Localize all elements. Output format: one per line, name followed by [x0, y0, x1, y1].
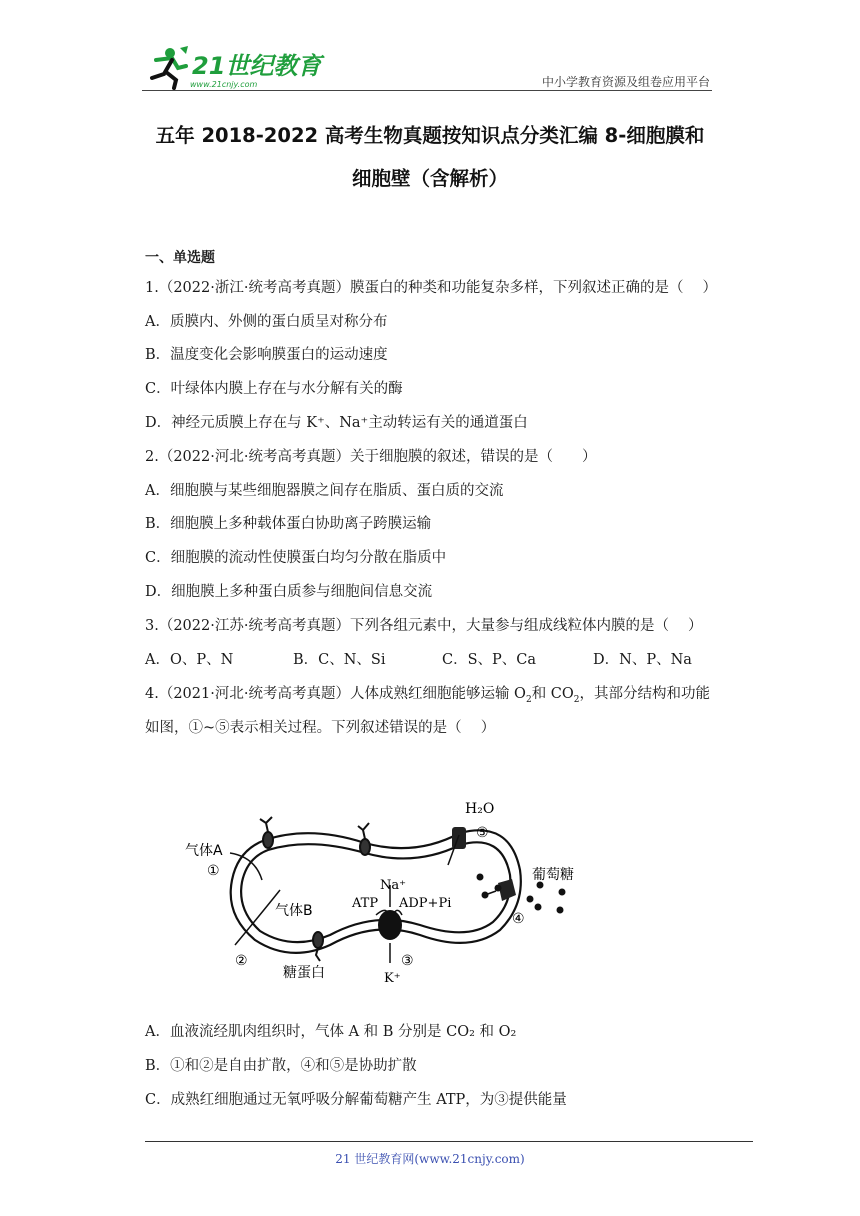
sodium-potassium-pump-icon	[378, 910, 402, 940]
sodium-label: Na⁺	[380, 878, 406, 893]
page-title-line1: 五年 2018-2022 高考生物真题按知识点分类汇编 8-细胞膜和	[155, 124, 705, 147]
q3-stem: 3.（2022·江苏·统考高考真题）下列各组元素中，大量参与组成线粒体内膜的是（ ）	[145, 618, 703, 634]
step-4-label: ④	[512, 911, 525, 927]
footer-divider	[145, 1141, 753, 1142]
water-channel-icon	[452, 827, 466, 849]
q4-co2-subscript: 2	[573, 694, 580, 705]
h2o-label: H₂O	[465, 801, 495, 817]
q1-stem: 1.（2022·浙江·统考高考真题）膜蛋白的种类和功能复杂多样，下列叙述正确的是（ ）	[145, 280, 718, 296]
site-logo	[142, 44, 322, 90]
cell-membrane-figure	[180, 795, 590, 995]
logo-text: 21世纪教育	[192, 52, 322, 80]
q4-stem-line1	[145, 682, 710, 705]
step-2-label: ②	[235, 953, 248, 969]
q1-option-c: C．叶绿体内膜上存在与水分解有关的酶	[145, 381, 403, 397]
glucose-label: 葡萄糖	[532, 867, 574, 883]
q2-option-b: B．细胞膜上多种载体蛋白协助离子跨膜运输	[145, 516, 432, 532]
q4-stem-part-b: 和 CO	[531, 686, 574, 702]
q1-option-b: B．温度变化会影响膜蛋白的运动速度	[145, 347, 388, 363]
q4-stem-line2: 如图，①~⑤表示相关过程。下列叙述错误的是（ ）	[145, 720, 496, 736]
q4-o2-subscript: 2	[525, 694, 532, 705]
glycoprotein-label: 糖蛋白	[283, 965, 325, 981]
q4-option-b: B．①和②是自由扩散，④和⑤是协助扩散	[145, 1058, 417, 1074]
q3-option-a: A．O、P、N	[145, 652, 234, 668]
q4-stem-part-a: 4.（2021·河北·统考高考真题）人体成熟红细胞能够运输 O	[145, 686, 526, 702]
gas-a-label: 气体A	[185, 843, 223, 859]
q3-option-d: D．N、P、Na	[593, 652, 692, 668]
q2-option-a: A．细胞膜与某些细胞器膜之间存在脂质、蛋白质的交流	[145, 483, 504, 499]
q2-option-d: D．细胞膜上多种蛋白质参与细胞间信息交流	[145, 584, 433, 600]
step-1-label: ①	[207, 863, 220, 879]
q3-option-c: C．S、P、Ca	[442, 652, 537, 668]
q4-option-c: C．成熟红细胞通过无氧呼吸分解葡萄糖产生 ATP，为③提供能量	[145, 1092, 567, 1108]
q2-stem: 2.（2022·河北·统考高考真题）关于细胞膜的叙述，错误的是（ ）	[145, 449, 597, 465]
q3-options-row	[145, 648, 745, 668]
q3-option-b: B．C、N、Si	[293, 652, 386, 668]
q4-option-a: A．血液流经肌肉组织时，气体 A 和 B 分别是 CO₂ 和 O₂	[145, 1024, 517, 1040]
q1-option-d: D．神经元质膜上存在与 K⁺、Na⁺主动转运有关的通道蛋白	[145, 415, 528, 431]
platform-label: 中小学教育资源及组卷应用平台	[541, 75, 710, 89]
section-heading: 一、单选题	[145, 250, 215, 266]
header-divider	[142, 90, 712, 91]
potassium-label: K⁺	[384, 971, 401, 986]
q4-stem-part-c: ，其部分结构和功能	[579, 686, 711, 702]
q1-option-a: A．质膜内、外侧的蛋白质呈对称分布	[145, 314, 388, 330]
logo-url: www.21cnjy.com	[190, 80, 258, 89]
footer-link[interactable]: 21 世纪教育网(www.21cnjy.com)	[335, 1152, 525, 1166]
step-3-label: ③	[401, 953, 414, 969]
adp-pi-label: ADP+Pi	[399, 896, 452, 911]
gas-b-label: 气体B	[275, 903, 313, 919]
runner-logo-icon	[142, 44, 322, 90]
red-blood-cell-diagram	[180, 795, 590, 995]
q2-option-c: C．细胞膜的流动性使膜蛋白均匀分散在脂质中	[145, 550, 447, 566]
atp-label: ATP	[352, 896, 379, 911]
step-5-label: ⑤	[476, 825, 489, 841]
page-title-line2: 细胞壁（含解析）	[351, 167, 508, 190]
